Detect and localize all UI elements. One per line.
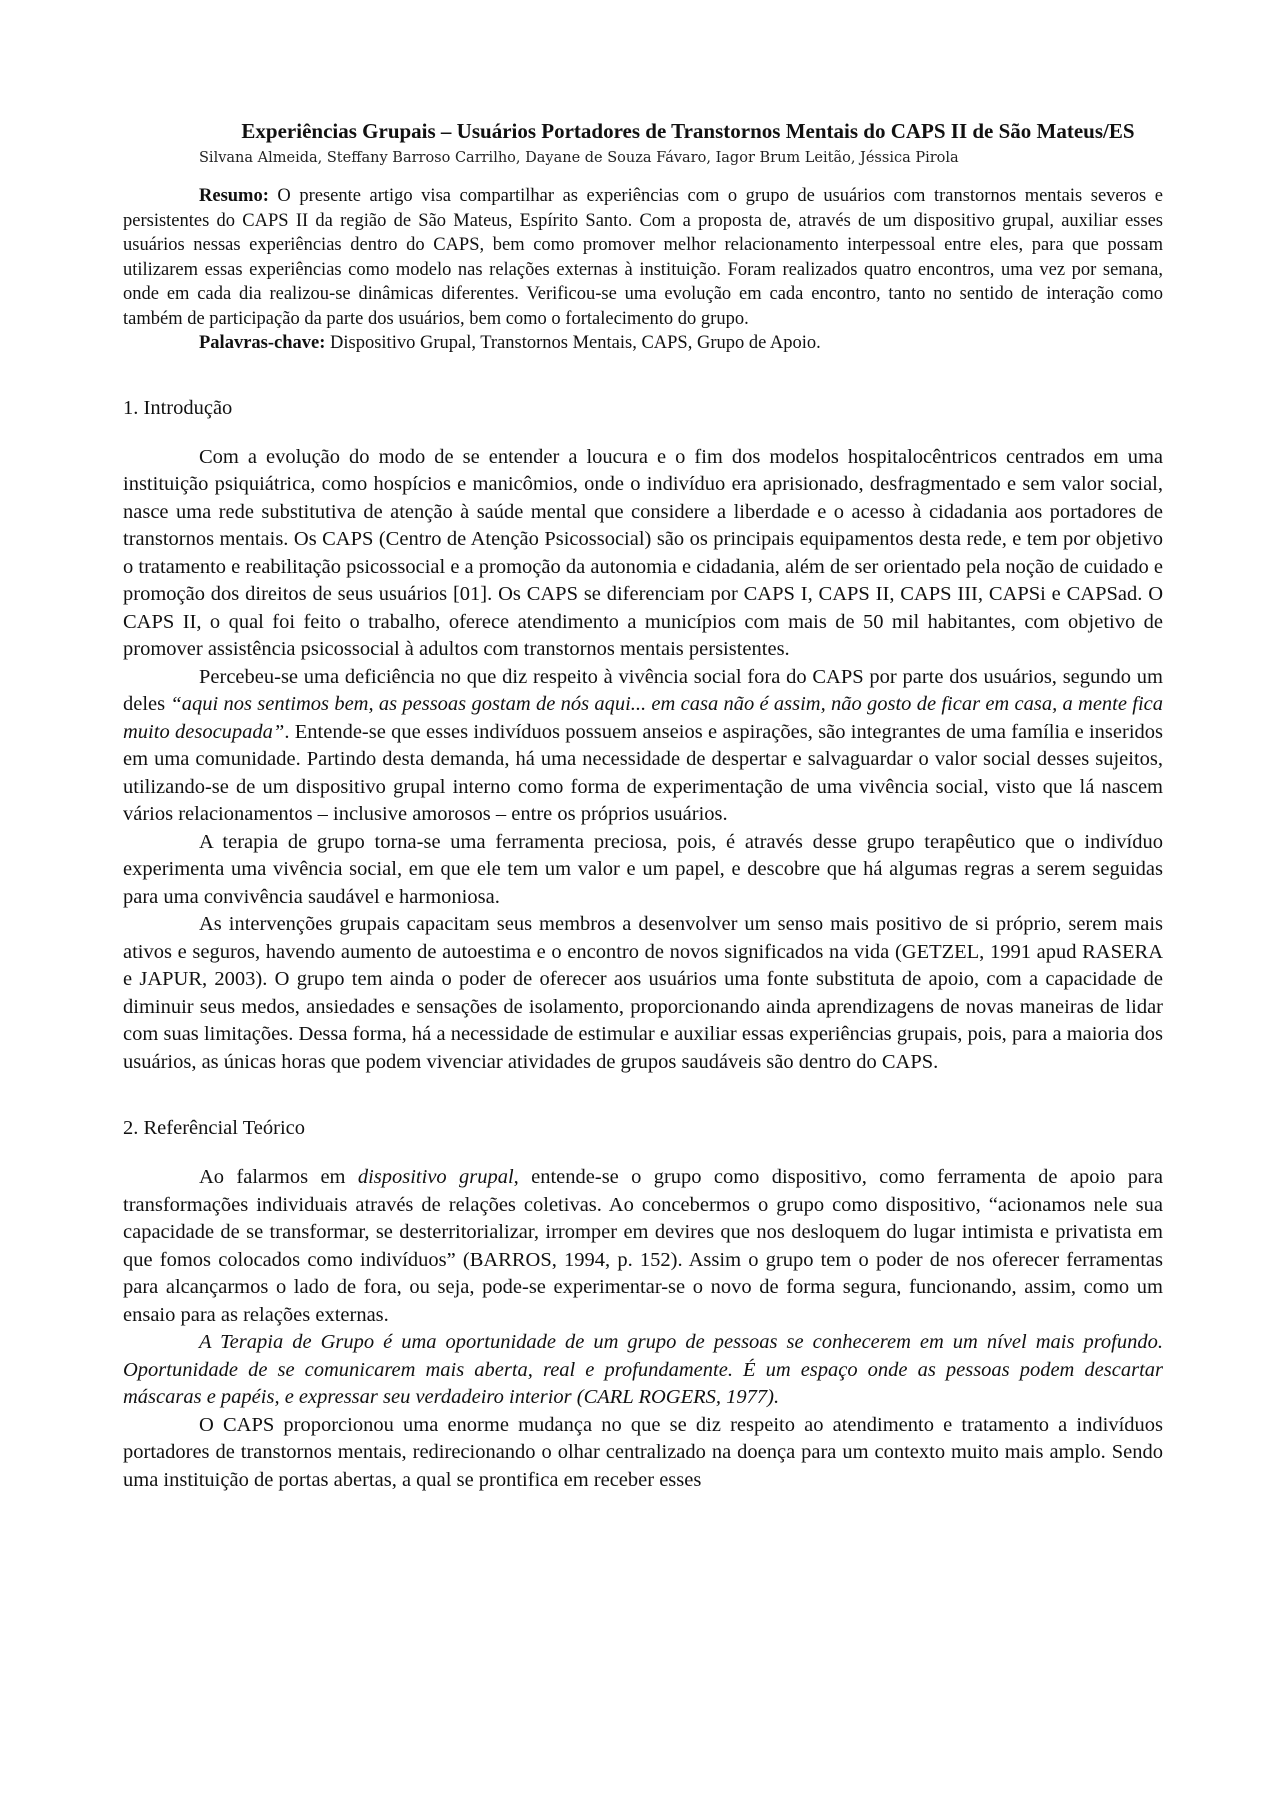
page-content xyxy=(123,118,1163,1494)
abstract-paragraph xyxy=(123,184,1163,331)
keywords-label: Palavras-chave: xyxy=(199,333,326,353)
paragraph: As intervenções grupais capacitam seus membros a desenvolver um senso mais positivo de si próprio, serem mais ativos e seguros, havendo aumento de autoestima e o encontro de novos significados na vida (GETZEL, 1991 apud RASERA e JAPUR, 2003). O grupo tem ainda o poder de oferecer aos usuários uma fonte substituta de apoio, com a capacidade de diminuir seus medos, ansiedades e sensações de isolamento, proporcionando ainda aprendizagens de novas maneiras de lidar com suas limitações. Dessa forma, há a necessidade de estimular e auxiliar essas experiências grupais, pois, para a maioria dos usuários, as únicas horas que podem vivenciar atividades de grupos saudáveis são dentro do CAPS. xyxy=(123,913,1163,1073)
abstract-text: O presente artigo visa compartilhar as experiências com o grupo de usuários com transtornos mentais severos e persistentes do CAPS II da região de São Mateus, Espírito Santo. Com a proposta de, através de um dispositivo grupal, auxiliar esses usuários nessas experiências dentro do CAPS, bem como promover melhor relacionamento interpessoal entre eles, para que possam utilizarem essas experiências como modelo nas relações externas à instituição. Foram realizados quatro encontros, uma vez por semana, onde em cada dia realizou-se dinâmicas diferentes. Verificou-se uma evolução em cada encontro, tanto no sentido de interação como também de participação da parte dos usuários, bem como o fortalecimento do grupo. xyxy=(123,186,1163,329)
paragraph-text: , entende-se o grupo como dispositivo, como ferramenta de apoio para transformações individuais através de relações coletivas. Ao concebermos o grupo como dispositivo, “acionamos nele sua capacidade de se transformar, se desterritorializar, irromper em devires que nos desloquem do lugar intimista e privatista em que fomos colocados como indivíduos” (BARROS, 1994, p. 152). Assim o grupo tem o poder de nos oferecer ferramentas para alcançarmos o lado de fora, ou seja, pode-se experimentar-se o novo de forma segura, funcionando, assim, como um ensaio para as relações externas. xyxy=(123,1166,1163,1326)
section-heading-referencial: 2. Referêncial Teórico xyxy=(123,1117,306,1139)
paragraph: O CAPS proporcionou uma enorme mudança no que se diz respeito ao atendimento e tratamento a indivíduos portadores de transtornos mentais, redirecionando o olhar centralizado na doença para um contexto muito mais amplo. Sendo uma instituição de portas abertas, a qual se prontifica em receber esses xyxy=(123,1413,1163,1491)
paragraph: Com a evolução do modo de se entender a loucura e o fim dos modelos hospitalocêntricos centrados em uma instituição psiquiátrica, como hospícios e manicômios, onde o indivíduo era aprisionado, desfragmentado e sem valor social, nasce uma rede substitutiva de atenção à saúde mental que considere a liberdade e o acesso à cidadania aos portadores de transtornos mentais. Os CAPS (Centro de Atenção Psicossocial) são os principais equipamentos desta rede, e tem por objetivo o tratamento e reabilitação psicossocial e a promoção da autonomia e cidadania, além de ser orientado pela noção de cuidado e promoção dos direitos de seus usuários [01]. Os CAPS se diferenciam por CAPS I, CAPS II, CAPS III, CAPSi e CAPSad. O CAPS II, o qual foi feito o trabalho, oferece atendimento a municípios com mais de 50 mil habitantes, com objetivo de promover assistência psicossocial à adultos com transtornos mentais persistentes. xyxy=(123,445,1163,660)
abstract xyxy=(123,184,1163,356)
paragraph xyxy=(123,664,1163,829)
author-list: Silvana Almeida, Steffany Barroso Carrilho, Dayane de Souza Fávaro, Iagor Brum Leitão, Jéssica Pirola xyxy=(199,150,959,166)
keywords-paragraph xyxy=(123,331,1163,356)
paper-title: Experiências Grupais – Usuários Portadores de Transtornos Mentais do CAPS II de São Mateus/ES xyxy=(241,119,1135,143)
keywords-text: Dispositivo Grupal, Transtornos Mentais, CAPS, Grupo de Apoio. xyxy=(325,333,821,353)
emphasis: dispositivo grupal xyxy=(357,1166,514,1188)
paragraph-text: Percebeu-se uma deficiência no que diz respeito à vivência social fora do CAPS por parte dos usuários, segundo um deles xyxy=(123,665,1163,715)
paragraph: A terapia de grupo torna-se uma ferramenta preciosa, pois, é através desse grupo terapêutico que o indivíduo experimenta uma vivência social, em que ele tem um valor e um papel, e descobre que há algumas regras a serem seguidas para uma convivência saudável e harmoniosa. xyxy=(123,830,1163,908)
block-quote: A Terapia de Grupo é uma oportunidade de um grupo de pessoas se conhecerem em um nível mais profundo. Oportunidade de se comunicarem mais aberta, real e profundamente. É um espaço onde as pessoas podem descartar máscaras e papéis, e expressar seu verdadeiro interior (CARL ROGERS, 1977). xyxy=(123,1331,1163,1408)
paragraph-text: Ao falarmos em xyxy=(199,1166,358,1188)
section-heading-introducao: 1. Introdução xyxy=(123,396,233,419)
abstract-label: Resumo: xyxy=(199,186,269,206)
section-referencial xyxy=(123,1164,1163,1494)
section-introducao xyxy=(123,444,1163,1077)
paragraph-text: . Entende-se que esses indivíduos possuem anseios e aspirações, são integrantes de uma família e inseridos em uma comunidade. Partindo desta demanda, há uma necessidade de despertar e salvaguardar o valor social desses sujeitos, utilizando-se de um dispositivo grupal interno como forma de experimentação de uma vivência social, visto que lá nascem vários relacionamentos – inclusive amorosos – entre os próprios usuários. xyxy=(123,720,1163,825)
paragraph xyxy=(123,1164,1163,1329)
user-quote: “aqui nos sentimos bem, as pessoas gostam de nós aqui... em casa não é assim, não gosto de ficar em casa, a mente fica muito desocupada” xyxy=(123,693,1163,743)
